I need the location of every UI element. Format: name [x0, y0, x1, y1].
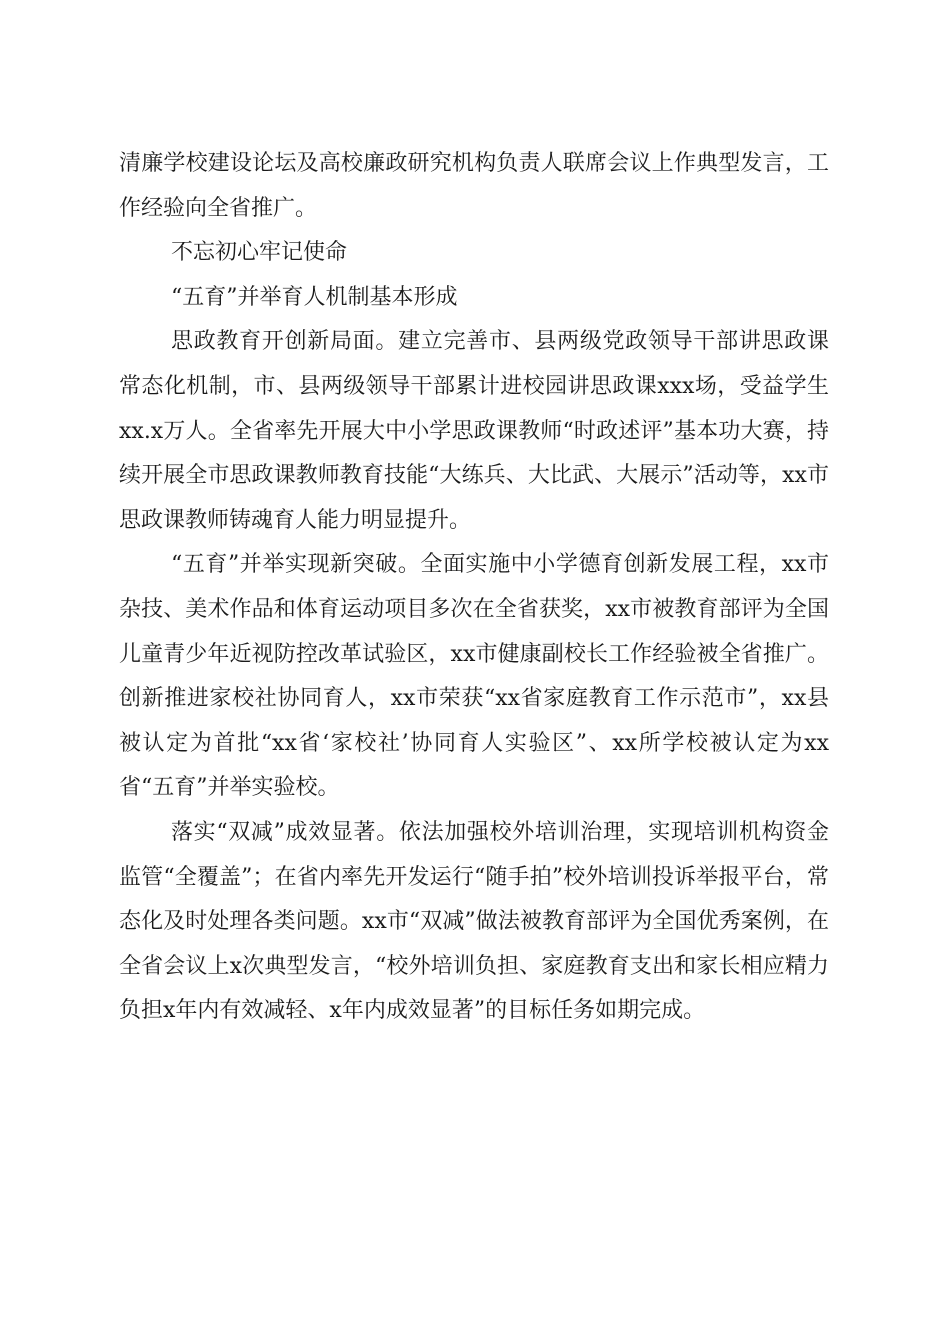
subsection-heading: “五育”并举育人机制基本形成 [171, 284, 458, 310]
paragraph-ideological-education: 思政教育开创新局面。建立完善市、县两级党政领导干部讲思政课常态化机制，市、县两级领导干部累计进校园讲思政课xxx场，受益学生xx.x万人。全省率先开展大中小学思政课教师“时政述评”基本功大赛，持续开展全市思政课教师教育技能“大练兵、大比武、大展示”活动等，xx市思政课教师铸魂育人能力明显提升。 [119, 329, 829, 533]
paragraph-continuation: 清廉学校建设论坛及高校廉政研究机构负责人联席会议上作典型发言，工作经验向全省推广。 [119, 151, 829, 221]
document-body [119, 142, 829, 1034]
paragraph-five-education: “五育”并举实现新突破。全面实施中小学德育创新发展工程，xx市杂技、美术作品和体育运动项目多次在全省获奖，xx市被教育部评为全国儿童青少年近视防控改革试验区，xx市健康副校长工作经验被全省推广。创新推进家校社协同育人，xx市荣获“xx省家庭教育工作示范市”，xx县被认定为首批“xx省‘家校社’协同育人实验区”、xx所学校被认定为xx省“五育”并举实验校。 [119, 552, 829, 801]
section-heading: 不忘初心牢记使命 [171, 240, 348, 266]
paragraph-double-reduction: 落实“双减”成效显著。依法加强校外培训治理，实现培训机构资金监管“全覆盖”；在省内率先开发运行“随手拍”校外培训投诉举报平台，常态化及时处理各类问题。xx市“双减”做法被教育部评为全国优秀案例，在全省会议上x次典型发言，“校外培训负担、家庭教育支出和家长相应精力负担x年内有效减轻、x年内成效显著”的目标任务如期完成。 [119, 819, 829, 1024]
